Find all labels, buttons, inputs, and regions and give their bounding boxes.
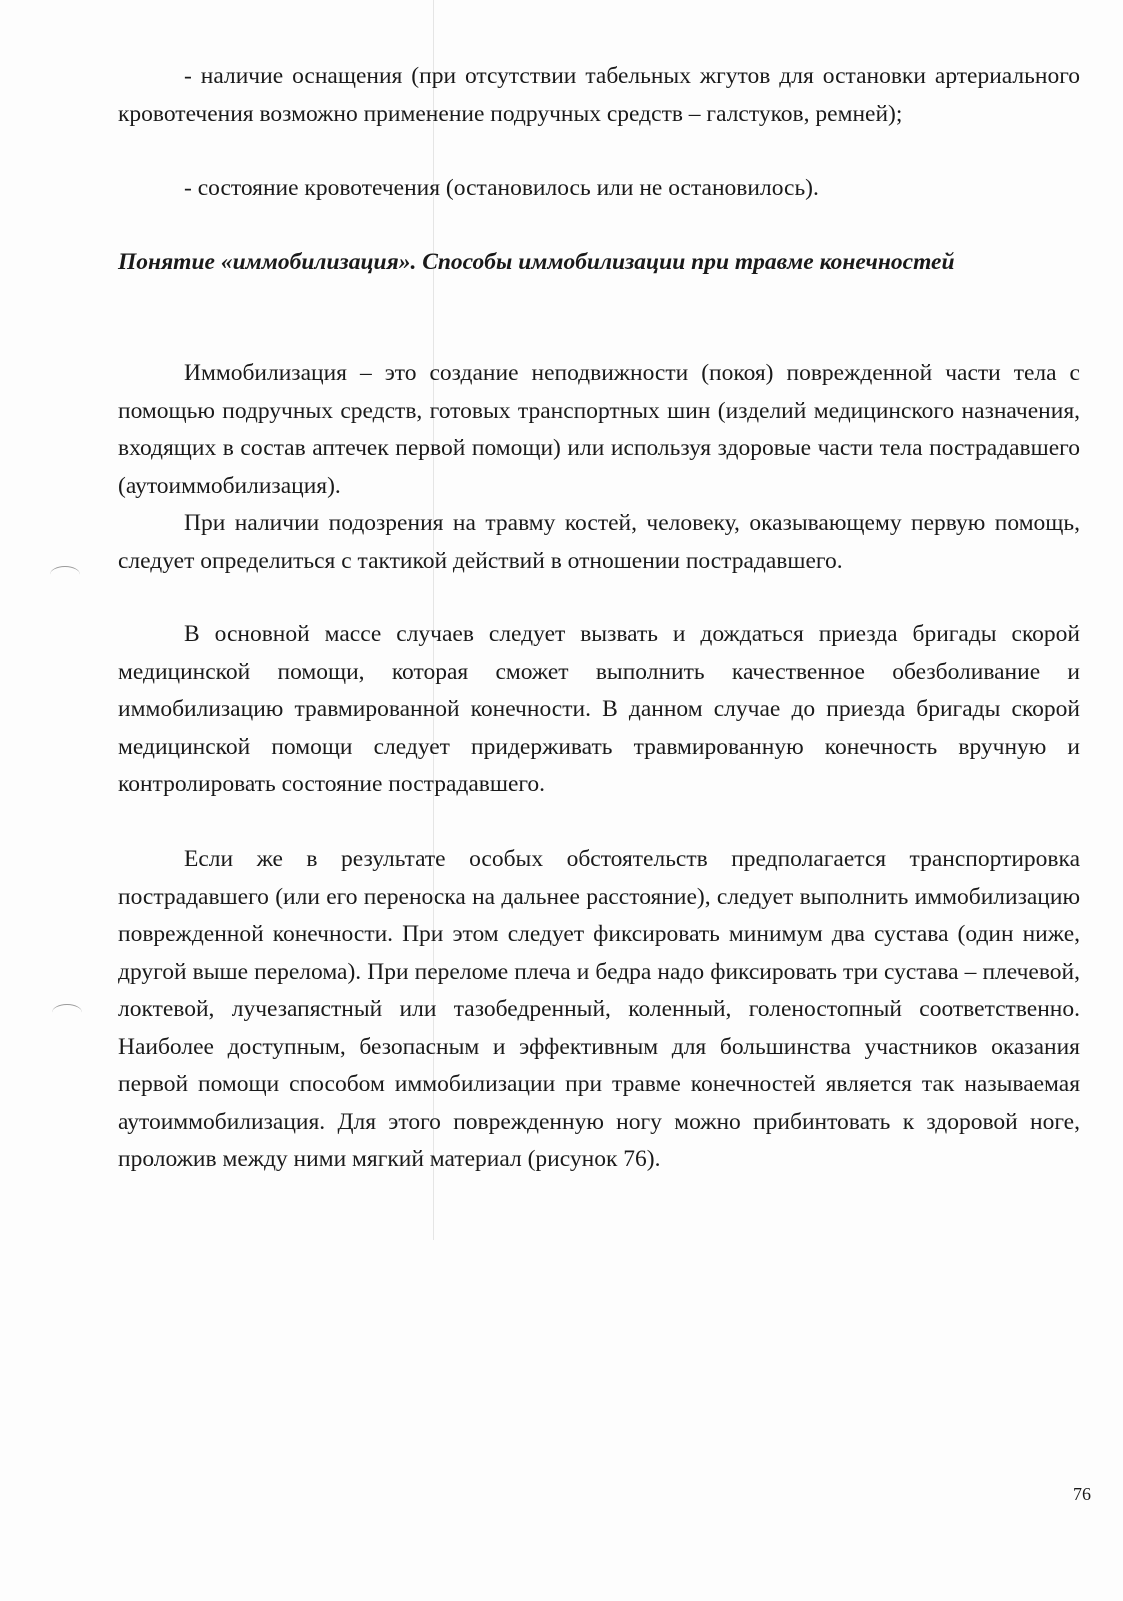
punch-hole-mark bbox=[50, 566, 80, 583]
paragraph: При наличии подозрения на травму костей, человеку, оказывающему первую помощь, следует определиться с тактикой действий в отношении пострадавшего. bbox=[118, 510, 1080, 574]
paragraph: Иммобилизация – это создание неподвижности (покоя) поврежденной части тела с помощью подручных средств, готовых транспортных шин (изделий медицинского назначения, входящих в состав аптечек первой помощи) или используя здоровые части тела пострадавшего (аутоиммобилизация). bbox=[118, 360, 1080, 499]
paragraph: Если же в результате особых обстоятельств предполагается транспортировка пострадавшего (или его переноска на дальнее расстояние), следует выполнить иммобилизацию поврежденной конечности. При этом следует фиксировать минимум два сустава (один ниже, другой выше перелома). При переломе плеча и бедра надо фиксировать три сустава – плечевой, локтевой, лучезапястный или тазобедренный, коленный, голеностопный соответственно. Наиболее доступным, безопасным и эффективным для большинства участников оказания первой помощи способом иммобилизации при травме конечностей является так называемая аутоиммобилизация. Для этого поврежденную ногу можно прибинтовать к здоровой ноге, проложив между ними мягкий материал (рисунок 76). bbox=[118, 846, 1080, 1172]
paragraph: В основной массе случаев следует вызвать и дождаться приезда бригады скорой медицинской помощи, которая сможет выполнить качественное обезболивание и иммобилизацию травмированной конечности. В данном случае до приезда бригады скорой медицинской помощи следует придерживать травмированную конечность вручную и контролировать состояние пострадавшего. bbox=[118, 621, 1080, 797]
page-number: 76 bbox=[1073, 1484, 1091, 1504]
list-item: - состояние кровотечения (остановилось или не остановилось). bbox=[184, 175, 819, 201]
punch-hole-mark bbox=[52, 1004, 82, 1021]
list-item: - наличие оснащения (при отсутствии табельных жгутов для остановки артериального кровотечения возможно применение подручных средств – галстуков, ремней); bbox=[118, 63, 1080, 127]
section-heading: Понятие «иммобилизация». Способы иммобилизации при травме конечностей bbox=[118, 249, 955, 275]
